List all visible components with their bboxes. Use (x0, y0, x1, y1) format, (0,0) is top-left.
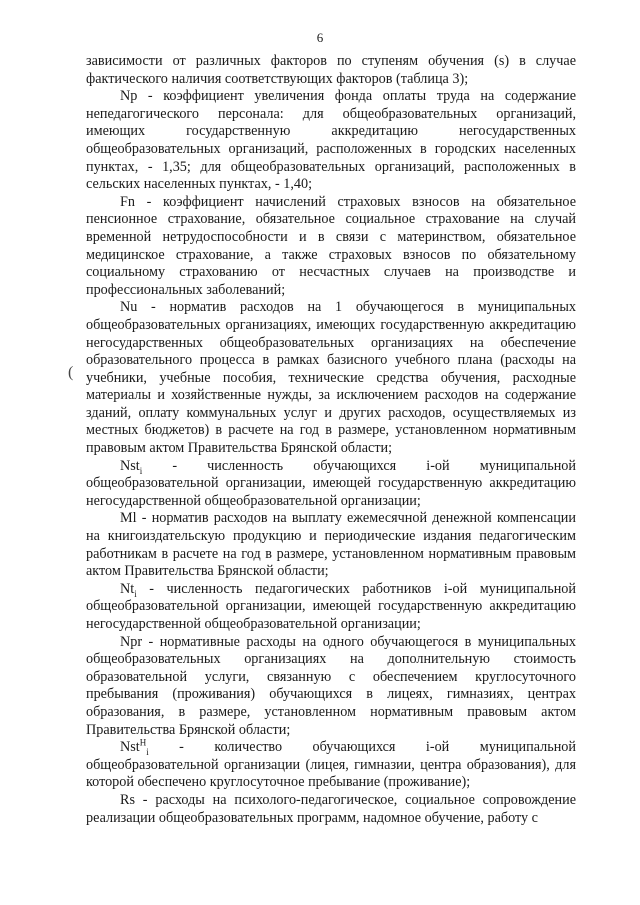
paragraph-nt (86, 581, 576, 634)
paragraph-nst-h (86, 739, 576, 792)
paragraph-text: Np - коэффициент увеличения фонда оплаты труда на содержание непедагогического персонала: для общеобразовательных организаций, имеющих государственную аккредитацию негосударственных общеобразовательных организаций, расположенных в городских населенных пунктах, - 1,35; для общеобразовательных организаций, расположенных в сельских населенных пунктах, - 1,40; (86, 88, 576, 193)
formula-subscript: i (139, 465, 143, 476)
paragraph-continuation (86, 53, 576, 88)
paragraph-text: Rs - расходы на психолого-педагогическое, социальное сопровождение реализации общеобразовательных программ, надомное обучение, работу с (86, 791, 576, 826)
paragraph-ml (86, 510, 576, 580)
paragraph-text: - численность педагогических работников i-ой муниципальной общеобразовательной организации, имеющей государственную аккредитацию негосударственной общеобразовательной организации; (86, 580, 576, 632)
paragraph-text: Nu - норматив расходов на 1 обучающегося в муниципальных общеобразовательных организациях, имеющих государственную аккредитацию негосударственных общеобразовательных организациях на обеспечение образовательного процесса в рамках базисного учебного плана (расходы на учебники, учебные пособия, технические средства обучения, расходные материалы и хозяйственные нужды, за исключением расходов на содержание зданий, оплату коммунальных услуг и других расходов, осуществляемых из местных бюджетов) в расчете на год в размере, установленном нормативным правовым актом Правительства Брянской области; (86, 299, 576, 457)
paragraph-rs (86, 792, 576, 827)
paragraph-npr (86, 634, 576, 740)
paragraph-text: Fn - коэффициент начислений страховых взносов на обязательное пенсионное страхование, обязательное социальное страхование на случай временной нетрудоспособности и в связи с материнством, обязательное медицинское страхование, а также страховых взносов по обязательному социальному страхованию от несчастных случаев на производстве и профессиональных заболеваний; (86, 193, 576, 298)
formula-symbol: Nst (120, 739, 140, 756)
page-number: 6 (316, 30, 324, 45)
formula-symbol: Nt (120, 580, 135, 597)
paragraph-text: Ml - норматив расходов на выплату ежемесячной денежной компенсации на книгоиздательскую продукцию и периодические издания педагогическим работникам в расчете на год в размере, установленном нормативным правовым актом Правительства Брянской области; (86, 510, 576, 580)
paragraph-text: - численность обучающихся i-ой муниципальной общеобразовательной организации, имеющей государственную аккредитацию негосударственной общеобразовательной организации; (86, 457, 576, 509)
margin-bracket-mark: ( (68, 364, 74, 381)
formula-subscript: i (134, 588, 137, 599)
paragraph-nst (86, 458, 576, 511)
paragraph-text: зависимости от различных факторов по ступеням обучения (s) в случае фактического наличия соответствующих факторов (таблица 3); (86, 53, 576, 87)
document-body (86, 53, 576, 827)
paragraph-nu (86, 299, 576, 457)
formula-subscript: i (146, 746, 149, 757)
paragraph-text: Npr - нормативные расходы на одного обучающегося в муниципальных общеобразовательных организациях на дополнительную стоимость образовательной услуги, связанную с обеспечением круглосуточного пребывания (проживания) обучающихся в лицеях, гимназиях, центрах образования, в размере, установленном нормативным правовым актом Правительства Брянской области; (86, 633, 576, 738)
formula-symbol: Nst (120, 457, 140, 474)
paragraph-fn (86, 194, 576, 300)
paragraph-text: - количество обучающихся i-ой муниципальной общеобразовательной организации (лицея, гимназии, центра образования), для которой обеспечено круглосуточное пребывание (проживание); (86, 739, 576, 791)
formula-superscript: H (139, 737, 147, 748)
paragraph-np (86, 88, 576, 194)
